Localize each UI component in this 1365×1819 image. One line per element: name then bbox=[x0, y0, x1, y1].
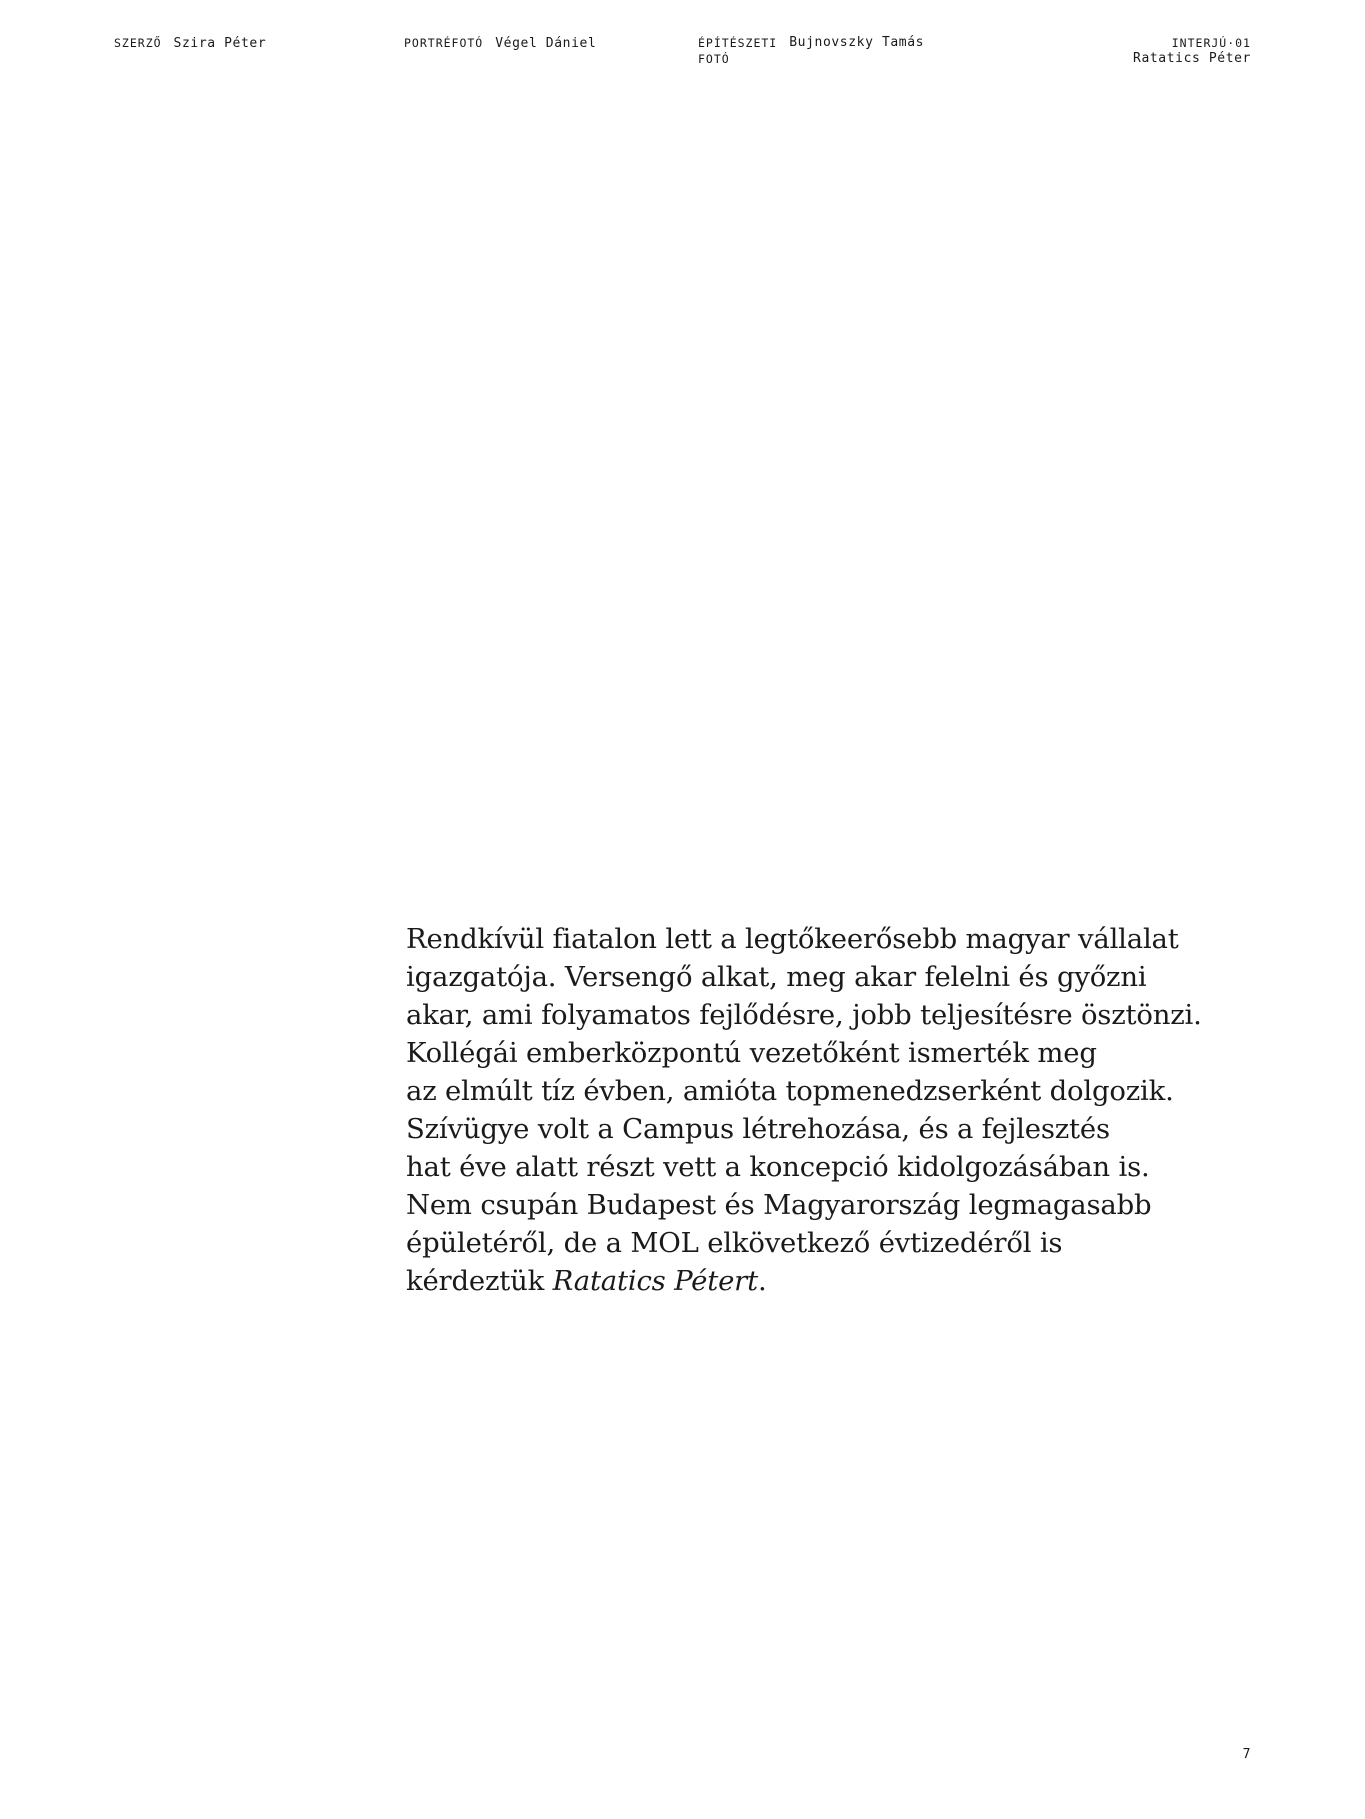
lead-line: Nem csupán Budapest és Magyarország legmagasabb bbox=[406, 1189, 1152, 1221]
lead-line: akar, ami folyamatos fejlődésre, jobb teljesítésre ösztönzi. bbox=[406, 999, 1202, 1031]
lead-line: igazgatója. Versengő alkat, meg akar felelni és győzni bbox=[406, 961, 1147, 993]
lead-line: az elmúlt tíz évben, amióta topmenedzserként dolgozik. bbox=[406, 1075, 1174, 1107]
page-number: 7 bbox=[1242, 1747, 1251, 1762]
lead-last-line-prefix: kérdeztük bbox=[406, 1265, 553, 1297]
credit-author-name: Szira Péter bbox=[173, 36, 267, 51]
lead-paragraph bbox=[406, 920, 1266, 1300]
credit-portrait-name: Végel Dániel bbox=[495, 36, 597, 51]
credit-architecture-label bbox=[698, 35, 777, 67]
lead-line: hat éve alatt részt vett a koncepció kidolgozásában is. bbox=[406, 1151, 1150, 1183]
section-heading bbox=[1133, 35, 1251, 67]
lead-line: Rendkívül fiatalon lett a legtőkeerősebb magyar vállalat bbox=[406, 923, 1179, 955]
credit-architecture-label-line2: FOTÓ bbox=[698, 52, 730, 66]
credit-architecture-name: Bujnovszky Tamás bbox=[789, 35, 925, 50]
interviewee-name: Ratatics Pétert bbox=[552, 1265, 758, 1297]
lead-last-line bbox=[406, 1262, 1266, 1300]
credit-portrait-photo bbox=[404, 35, 596, 52]
credit-author bbox=[114, 35, 266, 52]
lead-line: Szívügye volt a Campus létrehozása, és a fejlesztés bbox=[406, 1113, 1110, 1145]
credit-architecture-label-line1: ÉPÍTÉSZETI bbox=[698, 36, 778, 50]
credit-architecture-photo bbox=[698, 35, 924, 67]
credit-portrait-label: PORTRÉFOTÓ bbox=[404, 36, 484, 50]
section-label: INTERJÚ·01 bbox=[1171, 36, 1251, 50]
lead-last-line-suffix: . bbox=[757, 1265, 767, 1297]
lead-line: Kollégái emberközpontú vezetőként ismerték meg bbox=[406, 1037, 1097, 1069]
credit-author-label: SZERZŐ bbox=[114, 36, 162, 50]
lead-line: épületéről, de a MOL elkövetkező évtizedéről is bbox=[406, 1227, 1063, 1259]
section-subject: Ratatics Péter bbox=[1133, 51, 1251, 66]
